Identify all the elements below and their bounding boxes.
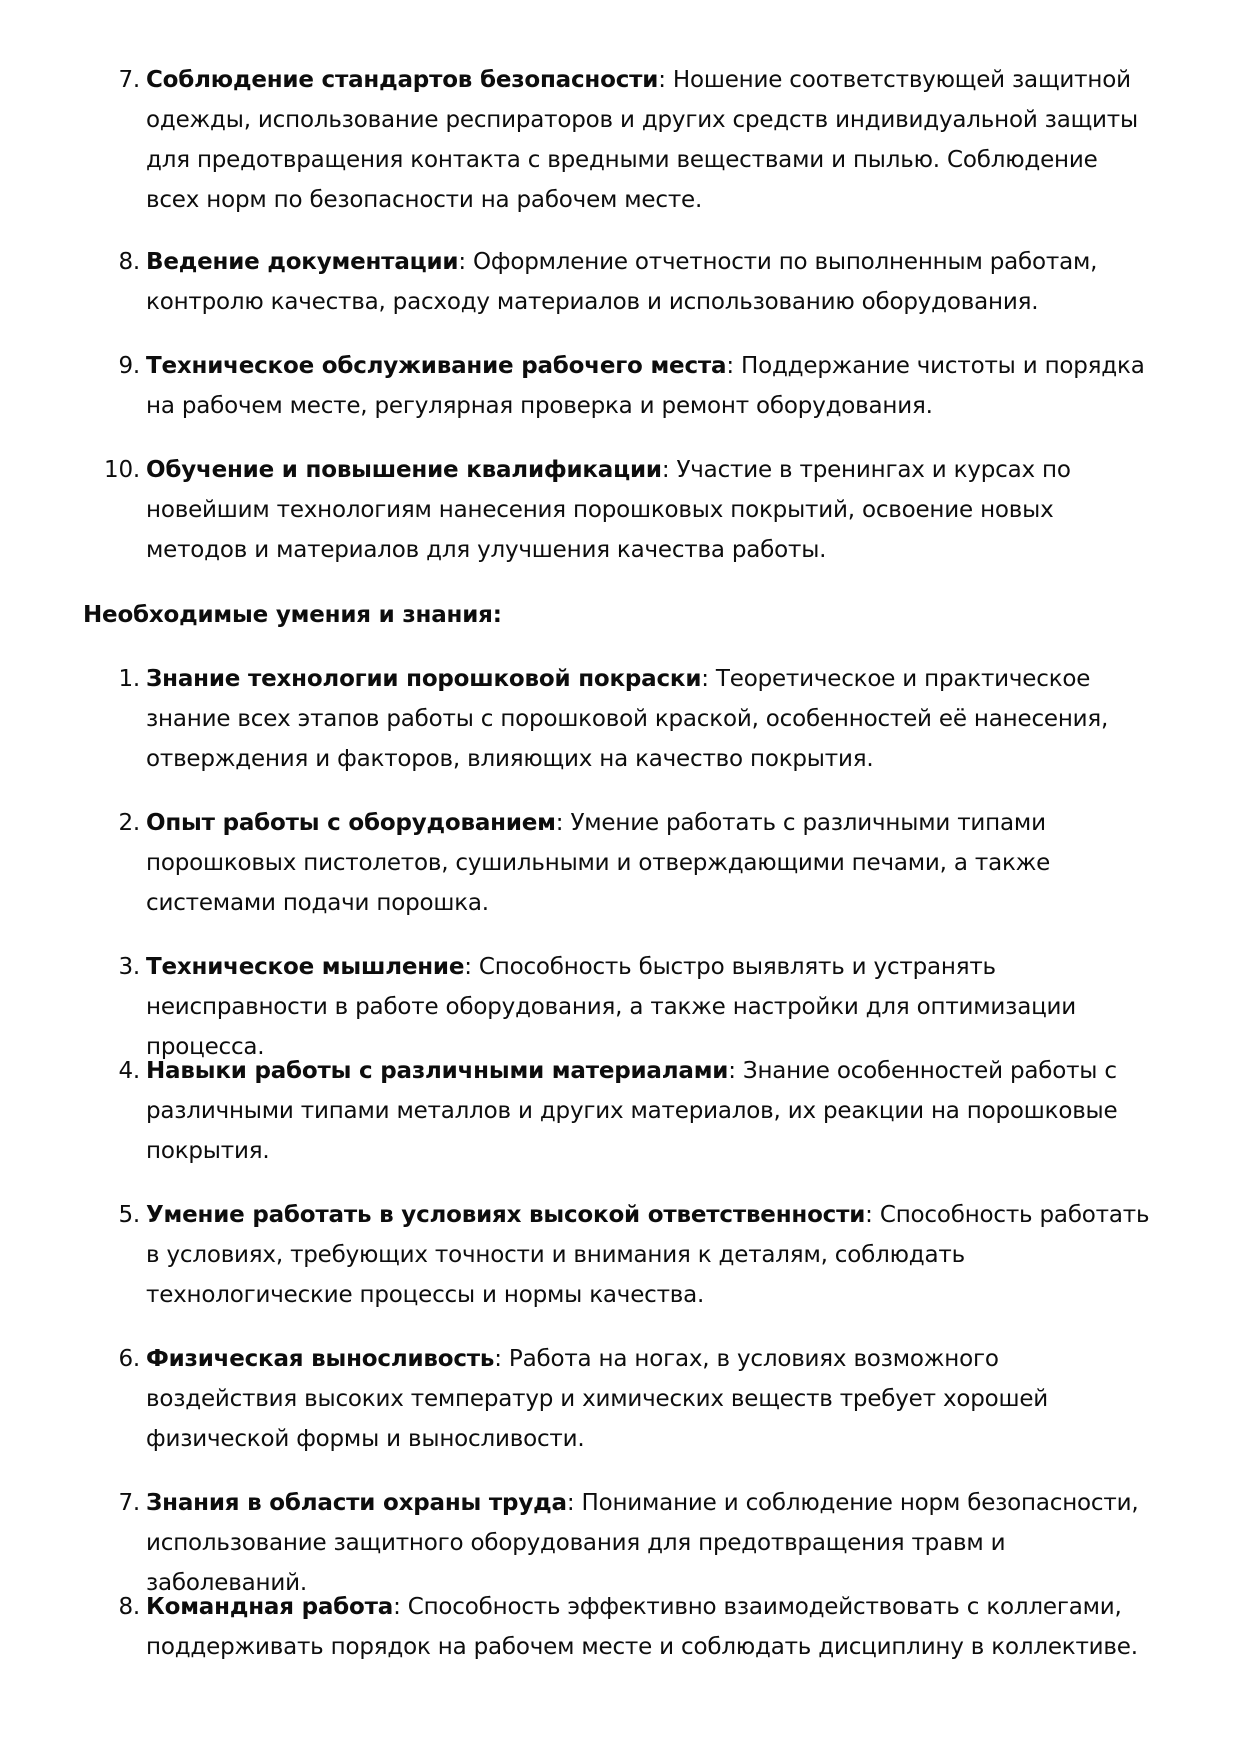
list-item-text: : Поддержание чистоты и порядка на рабочем месте, регулярная проверка и ремонт оборудования.	[146, 353, 1145, 419]
list-item-term: Ведение документации	[146, 249, 459, 275]
list-item-term: Умение работать в условиях высокой ответственности	[146, 1202, 866, 1228]
list-item-number: 10.	[104, 457, 140, 483]
list-item	[118, 60, 1156, 220]
list-item-text: : Оформление отчетности по выполненным работам, контролю качества, расходу материалов и использованию оборудования.	[146, 249, 1098, 315]
list-item-term: Техническое обслуживание рабочего места	[146, 353, 727, 379]
list-item-text: : Способность работать в условиях, требующих точности и внимания к деталям, соблюдать технологические процессы и нормы качества.	[146, 1202, 1150, 1308]
list-item	[118, 1339, 1156, 1459]
list-item-text: : Понимание и соблюдение норм безопасности, использование защитного оборудования для предотвращения травм и заболеваний.	[146, 1490, 1139, 1596]
list-item	[118, 803, 1156, 923]
list-item-number: 5.	[118, 1202, 140, 1228]
list-item	[118, 659, 1156, 779]
list-item-number: 4.	[118, 1058, 140, 1084]
list-item-number: 3.	[118, 954, 140, 980]
list-item-number: 7.	[118, 1490, 140, 1516]
list-item	[118, 1587, 1156, 1667]
list-item-term: Физическая выносливость	[146, 1346, 495, 1372]
list-item-term: Опыт работы с оборудованием	[146, 810, 556, 836]
list-item	[118, 1195, 1156, 1315]
list-item-term: Знания в области охраны труда	[146, 1490, 567, 1516]
list-item-number: 1.	[118, 666, 140, 692]
list-item	[118, 242, 1156, 322]
list-item-term: Обучение и повышение квалификации	[146, 457, 662, 483]
list-item-term: Техническое мышление	[146, 954, 465, 980]
list-item	[118, 346, 1156, 426]
list-item-number: 8.	[118, 249, 140, 275]
list-item	[118, 947, 1156, 1067]
list-item-text: : Способность быстро выявлять и устранять неисправности в работе оборудования, а также настройки для оптимизации процесса.	[146, 954, 1077, 1060]
list-item-text: : Работа на ногах, в условиях возможного воздействия высоких температур и химических веществ требует хорошей физической формы и выносливости.	[146, 1346, 1049, 1452]
list-item	[118, 1483, 1156, 1603]
list-item-number: 2.	[118, 810, 140, 836]
list-item-term: Командная работа	[146, 1594, 394, 1620]
list-item-number: 7.	[118, 67, 140, 93]
list-item-text: : Теоретическое и практическое знание всех этапов работы с порошковой краской, особенностей её нанесения, отверждения и факторов, влияющих на качество покрытия.	[146, 666, 1109, 772]
list-item-text: : Ношение соответствующей защитной одежды, использование респираторов и других средств индивидуальной защиты для предотвращения контакта с вредными веществами и пылью. Соблюдение всех норм по безопасности на рабочем месте.	[146, 67, 1138, 213]
list-item-text: : Способность эффективно взаимодействовать с коллегами, поддерживать порядок на рабочем месте и соблюдать дисциплину в коллективе.	[146, 1594, 1138, 1660]
list-item-number: 9.	[118, 353, 140, 379]
section-heading: Необходимые умения и знания:	[83, 602, 502, 628]
list-item-number: 6.	[118, 1346, 140, 1372]
list-item-text: : Умение работать с различными типами порошковых пистолетов, сушильными и отверждающими печами, а также системами подачи порошка.	[146, 810, 1051, 916]
list-item-term: Знание технологии порошковой покраски	[146, 666, 702, 692]
list-item-text: : Знание особенностей работы с различными типами металлов и других материалов, их реакции на порошковые покрытия.	[146, 1058, 1118, 1164]
list-item	[104, 450, 1156, 570]
list-item	[118, 1051, 1156, 1171]
list-item-number: 8.	[118, 1594, 140, 1620]
list-item-term: Соблюдение стандартов безопасности	[146, 67, 659, 93]
list-item-text: : Участие в тренингах и курсах по новейшим технологиям нанесения порошковых покрытий, освоение новых методов и материалов для улучшения качества работы.	[146, 457, 1071, 563]
list-item-term: Навыки работы с различными материалами	[146, 1058, 729, 1084]
